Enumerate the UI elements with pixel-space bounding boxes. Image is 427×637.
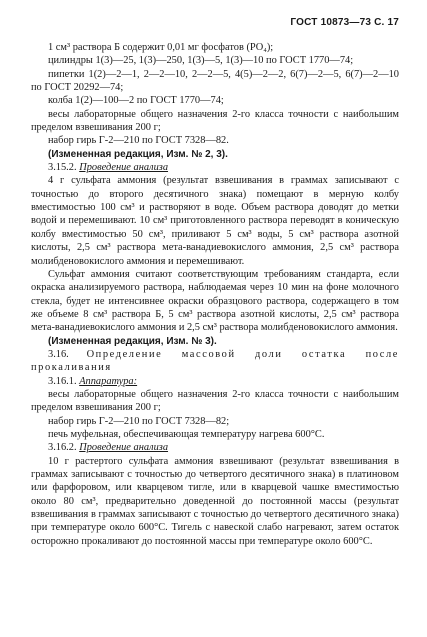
section-title: Проведение анализа	[79, 442, 169, 454]
section-title: Аппаратура:	[79, 375, 138, 387]
text-line: весы лабораторные общего назначения 2-го класса точности с наибольшим пределом взвешивания 200 г;	[31, 108, 399, 134]
amendment-note: (Измененная редакция, Изм. № 3).	[48, 335, 217, 347]
section-heading	[31, 375, 399, 388]
section-number: 3.16.1.	[48, 375, 77, 387]
text-line: набор гирь Г-2—210 по ГОСТ 7328—82.	[48, 135, 229, 147]
text-line: 1 см³ раствора Б содержит 0,01 мг фосфатов (PO₄);	[48, 42, 274, 53]
text-line: цилиндры 1(3)—25, 1(3)—250, 1(3)—5, 1(3)—10 по ГОСТ 1770—74;	[48, 55, 354, 67]
paragraph: Сульфат аммония считают соответствующим требованиям стандарта, если окраска анализируемого раствора, наблюдаемая через 10 мин на фоне молочного стекла, будет не интенсивнее окраски образцового раствора, содержащего в том же объеме 8 см³ раствора Б, 5 см³ раствора азотной кислоты, 2,5 см³ раствора мета-ванадиевокислого аммония и 2,5 см³ раствора молибденовокислого аммония.	[31, 268, 399, 334]
section-number: 3.15.2.	[48, 162, 77, 174]
section-number: 3.16.	[48, 348, 69, 360]
text-line: набор гирь Г-2—210 по ГОСТ 7328—82;	[48, 415, 230, 427]
text-line: колба 1(2)—100—2 по ГОСТ 1770—74;	[48, 95, 224, 107]
text-line: весы лабораторные общего назначения 2-го класса точности с наибольшим пределом взвешивания 200 г;	[31, 388, 399, 414]
section-number: 3.16.2.	[48, 442, 77, 454]
paragraph: 4 г сульфата аммония (результат взвешивания в граммах записывают с точностью до второго десятичного знака) помещают в мерную колбу вместимостью 100 см³ и растворяют в воде. Объем раствора доводят до метки водой и перемешивают. 10 см³ приготовленного раствора переводят в коническую колбу вместимостью 50 см³, приливают 5 см³ воды, 5 см³ раствора азотной кислоты, 2,5 см³ раствора мета-ванадиевокислого аммония, 2,5 см³ раствора молибденовокислого аммония и перемешивают.	[31, 175, 399, 267]
section-title: Проведение анализа	[79, 162, 169, 174]
text-line: печь муфельная, обеспечивающая температуру нагрева 600°С.	[48, 428, 325, 440]
text-line: пипетки 1(2)—2—1, 2—2—10, 2—2—5, 4(5)—2—2, 6(7)—2—5, 6(7)—2—10 по ГОСТ 20292—74;	[31, 68, 399, 94]
section-heading	[31, 161, 399, 174]
amendment-note: (Измененная редакция, Изм. № 2, 3).	[48, 148, 228, 160]
section-heading	[31, 441, 399, 454]
paragraph: 10 г растертого сульфата аммония взвешивают (результат взвешивания в граммах записывают с точностью до четвертого десятичного знака) в платиновом или фарфоровом, или кварцевом тигле, или в кварцевой чашке вместимостью около 80 см³, предварительно доведенной до постоянной массы (результат взвешивания в граммах записывают с точностью до четвертого десятичного знака) при температуре около 600°С. Тигель с навеской слабо нагревают, затем остаток осторожно прокаливают до постоянной массы при температуре около 600°С.	[31, 455, 399, 547]
page-header: ГОСТ 10873—73 С. 17	[290, 17, 399, 28]
body-text	[31, 41, 399, 548]
section-title: Определение массовой доли остатка после прокаливания	[31, 348, 399, 374]
section-heading	[31, 348, 399, 375]
